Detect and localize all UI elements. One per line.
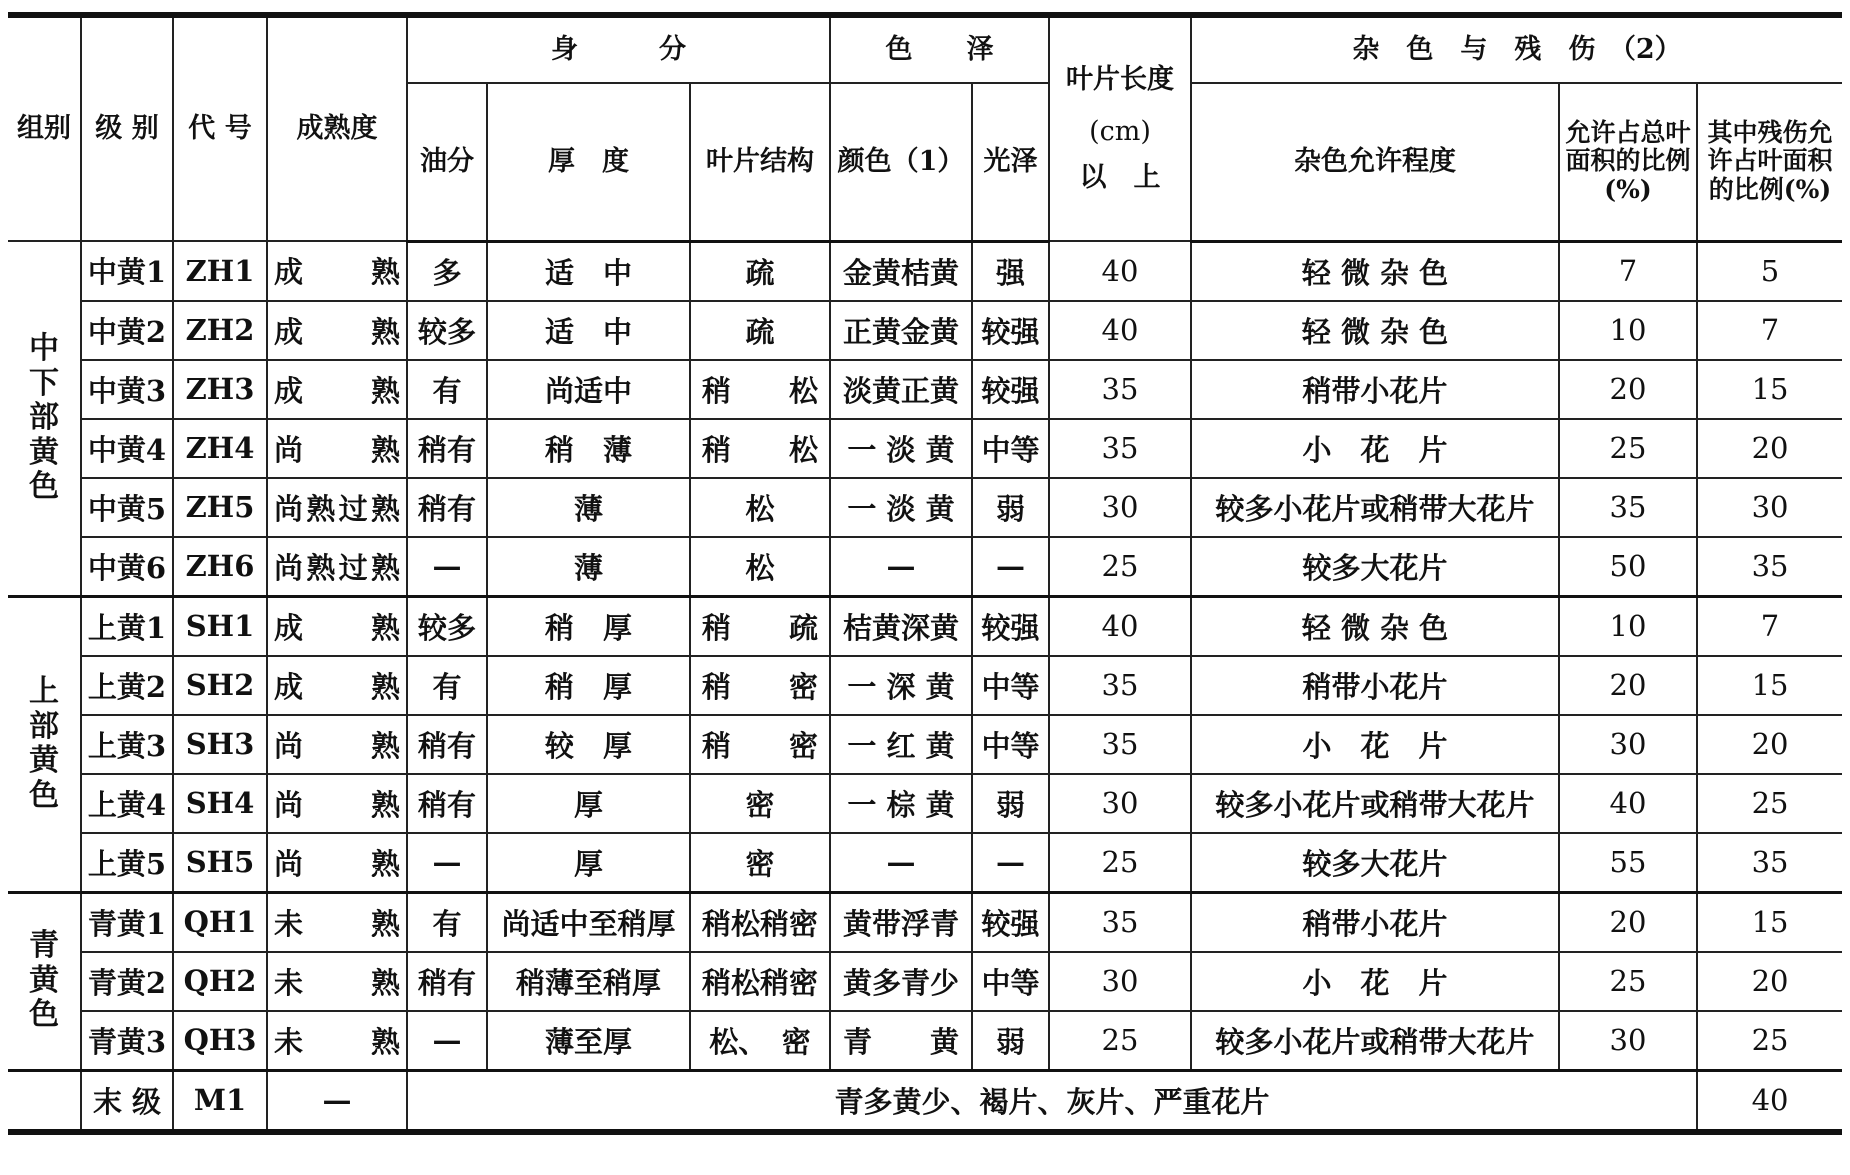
group-label: 上部黄色 (8, 596, 81, 892)
maturity-cell: 尚 熟 (267, 419, 407, 478)
header-grade: 级 别 (81, 15, 173, 241)
allow-damage-cell: 20 (1697, 715, 1842, 774)
luster-cell: 较强 (972, 301, 1049, 360)
structure-cell: 稍 密 (690, 656, 830, 715)
allow-damage-cell: 5 (1697, 241, 1842, 301)
length-cell: 35 (1049, 892, 1191, 952)
length-cell: 35 (1049, 656, 1191, 715)
color-cell: 黄带浮青 (830, 892, 972, 952)
allow-damage-cell: 15 (1697, 892, 1842, 952)
length-cell: 25 (1049, 833, 1191, 893)
color-cell: 一 淡 黄 (830, 478, 972, 537)
maturity-cell: 尚熟过熟 (267, 478, 407, 537)
length-cell: 30 (1049, 478, 1191, 537)
luster-cell: 中等 (972, 952, 1049, 1011)
luster-cell: 弱 (972, 478, 1049, 537)
header-body-group: 身 分 (407, 15, 830, 83)
color-cell: 桔黄深黄 (830, 596, 972, 656)
grading-table-container (8, 12, 1842, 1135)
grade-cell: 中黄6 (81, 537, 173, 597)
mixed-color-cell: 较多大花片 (1191, 833, 1559, 893)
code-cell: SH1 (173, 596, 267, 656)
luster-cell: — (972, 537, 1049, 597)
group-label-empty (8, 1070, 81, 1132)
thickness-cell: 稍 厚 (487, 656, 690, 715)
thickness-cell: 薄 (487, 537, 690, 597)
structure-cell: 松 (690, 478, 830, 537)
allow-damage-cell: 20 (1697, 952, 1842, 1011)
length-cell: 40 (1049, 301, 1191, 360)
color-cell: 一 棕 黄 (830, 774, 972, 833)
length-cell: 30 (1049, 952, 1191, 1011)
allow-damage-cell: 7 (1697, 596, 1842, 656)
maturity-cell: 尚 熟 (267, 715, 407, 774)
table-row (8, 301, 1842, 360)
code-cell: QH3 (173, 1011, 267, 1071)
header-oil: 油分 (407, 83, 487, 241)
maturity-cell: 尚 熟 (267, 774, 407, 833)
maturity-cell: 尚 熟 (267, 833, 407, 893)
luster-cell: 较强 (972, 892, 1049, 952)
allow-total-cell: 25 (1559, 952, 1697, 1011)
table-row (8, 1011, 1842, 1071)
table-row (8, 596, 1842, 656)
table-row (8, 833, 1842, 893)
color-cell: 一 红 黄 (830, 715, 972, 774)
code-cell: SH5 (173, 833, 267, 893)
table-row (8, 715, 1842, 774)
allow-total-cell: 20 (1559, 360, 1697, 419)
structure-cell: 稍松稍密 (690, 952, 830, 1011)
table-row (8, 656, 1842, 715)
mixed-color-cell: 稍带小花片 (1191, 892, 1559, 952)
allow-damage-cell: 35 (1697, 537, 1842, 597)
thickness-cell: 薄至厚 (487, 1011, 690, 1071)
oil-cell: 有 (407, 656, 487, 715)
oil-cell: — (407, 1011, 487, 1071)
table-row-last-grade (8, 1070, 1842, 1132)
allow-total-cell: 30 (1559, 1011, 1697, 1071)
color-cell: — (830, 833, 972, 893)
grade-cell: 中黄5 (81, 478, 173, 537)
grade-cell: 末 级 (81, 1070, 173, 1132)
grade-cell: 上黄5 (81, 833, 173, 893)
oil-cell: 稍有 (407, 715, 487, 774)
header-luster: 光泽 (972, 83, 1049, 241)
oil-cell: 多 (407, 241, 487, 301)
length-cell: 35 (1049, 419, 1191, 478)
mixed-color-cell: 较多大花片 (1191, 537, 1559, 597)
structure-cell: 稍 疏 (690, 596, 830, 656)
grade-cell: 中黄4 (81, 419, 173, 478)
header-color-group: 色 泽 (830, 15, 1049, 83)
code-cell: ZH5 (173, 478, 267, 537)
maturity-cell: 成 熟 (267, 301, 407, 360)
last-grade-description: 青多黄少、褐片、灰片、严重花片 (407, 1070, 1697, 1132)
allow-damage-cell: 25 (1697, 1011, 1842, 1071)
thickness-cell: 薄 (487, 478, 690, 537)
header-allow-total: 允许占总叶面积的比例(%) (1559, 83, 1697, 241)
grade-cell: 青黄3 (81, 1011, 173, 1071)
luster-cell: 强 (972, 241, 1049, 301)
code-cell: ZH1 (173, 241, 267, 301)
allow-damage-cell: 20 (1697, 419, 1842, 478)
header-thickness: 厚 度 (487, 83, 690, 241)
structure-cell: 疏 (690, 301, 830, 360)
allow-total-cell: 7 (1559, 241, 1697, 301)
mixed-color-cell: 较多小花片或稍带大花片 (1191, 1011, 1559, 1071)
oil-cell: 有 (407, 360, 487, 419)
maturity-cell: 尚熟过熟 (267, 537, 407, 597)
table-row (8, 360, 1842, 419)
structure-cell: 松、 密 (690, 1011, 830, 1071)
mixed-color-cell: 小 花 片 (1191, 419, 1559, 478)
allow-damage-cell: 7 (1697, 301, 1842, 360)
oil-cell: — (407, 833, 487, 893)
grade-cell: 中黄1 (81, 241, 173, 301)
structure-cell: 稍 松 (690, 360, 830, 419)
length-cell: 35 (1049, 715, 1191, 774)
oil-cell: 有 (407, 892, 487, 952)
length-cell: 30 (1049, 774, 1191, 833)
thickness-cell: 稍薄至稍厚 (487, 952, 690, 1011)
color-cell: 淡黄正黄 (830, 360, 972, 419)
mixed-color-cell: 较多小花片或稍带大花片 (1191, 478, 1559, 537)
thickness-cell: 尚适中至稍厚 (487, 892, 690, 952)
thickness-cell: 尚适中 (487, 360, 690, 419)
header-color: 颜色（1） (830, 83, 972, 241)
table-row (8, 952, 1842, 1011)
structure-cell: 密 (690, 774, 830, 833)
maturity-cell: 未 熟 (267, 952, 407, 1011)
allow-total-cell: 50 (1559, 537, 1697, 597)
mixed-color-cell: 稍带小花片 (1191, 360, 1559, 419)
grade-cell: 上黄3 (81, 715, 173, 774)
structure-cell: 稍松稍密 (690, 892, 830, 952)
allow-total-cell: 40 (1559, 774, 1697, 833)
group-label: 中下部黄色 (8, 241, 81, 596)
allow-total-cell: 55 (1559, 833, 1697, 893)
grade-cell: 上黄1 (81, 596, 173, 656)
code-cell: SH4 (173, 774, 267, 833)
oil-cell: 较多 (407, 596, 487, 656)
luster-cell: 中等 (972, 419, 1049, 478)
length-cell: 40 (1049, 596, 1191, 656)
grade-cell: 中黄3 (81, 360, 173, 419)
allow-damage-cell: 40 (1697, 1070, 1842, 1132)
oil-cell: 稍有 (407, 774, 487, 833)
grade-cell: 上黄2 (81, 656, 173, 715)
oil-cell: 稍有 (407, 478, 487, 537)
group-label: 青黄色 (8, 892, 81, 1070)
grade-cell: 青黄2 (81, 952, 173, 1011)
tobacco-grade-table (8, 12, 1842, 1135)
allow-damage-cell: 30 (1697, 478, 1842, 537)
header-code: 代 号 (173, 15, 267, 241)
grade-cell: 中黄2 (81, 301, 173, 360)
maturity-cell: 成 熟 (267, 656, 407, 715)
luster-cell: — (972, 833, 1049, 893)
allow-total-cell: 20 (1559, 656, 1697, 715)
mixed-color-cell: 轻 微 杂 色 (1191, 241, 1559, 301)
mixed-color-cell: 小 花 片 (1191, 715, 1559, 774)
structure-cell: 疏 (690, 241, 830, 301)
header-mixed-color: 杂色允许程度 (1191, 83, 1559, 241)
maturity-cell: 成 熟 (267, 241, 407, 301)
thickness-cell: 适 中 (487, 301, 690, 360)
header-length-line3: 以 上 (1079, 161, 1161, 193)
color-cell: 正黄金黄 (830, 301, 972, 360)
code-cell: SH3 (173, 715, 267, 774)
table-row (8, 419, 1842, 478)
length-cell: 40 (1049, 241, 1191, 301)
table-row (8, 478, 1842, 537)
header-length-line1: 叶片长度 (1066, 64, 1174, 96)
luster-cell: 中等 (972, 715, 1049, 774)
oil-cell: 稍有 (407, 419, 487, 478)
luster-cell: 弱 (972, 774, 1049, 833)
maturity-cell: 未 熟 (267, 892, 407, 952)
allow-total-cell: 35 (1559, 478, 1697, 537)
length-cell: 35 (1049, 360, 1191, 419)
color-cell: — (830, 537, 972, 597)
code-cell: QH2 (173, 952, 267, 1011)
maturity-cell: — (267, 1070, 407, 1132)
mixed-color-cell: 较多小花片或稍带大花片 (1191, 774, 1559, 833)
structure-cell: 松 (690, 537, 830, 597)
allow-total-cell: 10 (1559, 301, 1697, 360)
structure-cell: 密 (690, 833, 830, 893)
table-row (8, 892, 1842, 952)
structure-cell: 稍 松 (690, 419, 830, 478)
color-cell: 一 深 黄 (830, 656, 972, 715)
allow-total-cell: 10 (1559, 596, 1697, 656)
code-cell: ZH2 (173, 301, 267, 360)
code-cell: ZH6 (173, 537, 267, 597)
allow-damage-cell: 15 (1697, 360, 1842, 419)
grade-cell: 青黄1 (81, 892, 173, 952)
maturity-cell: 成 熟 (267, 596, 407, 656)
table-row (8, 241, 1842, 301)
color-cell: 一 淡 黄 (830, 419, 972, 478)
luster-cell: 中等 (972, 656, 1049, 715)
color-cell: 青 黄 (830, 1011, 972, 1071)
structure-cell: 稍 密 (690, 715, 830, 774)
oil-cell: 稍有 (407, 952, 487, 1011)
header-length-line2: (cm) (1089, 116, 1151, 148)
length-cell: 25 (1049, 1011, 1191, 1071)
maturity-cell: 未 熟 (267, 1011, 407, 1071)
code-cell: M1 (173, 1070, 267, 1132)
table-row (8, 774, 1842, 833)
header-structure: 叶片结构 (690, 83, 830, 241)
header-allow-damage: 其中残伤允许占叶面积的比例(%) (1697, 83, 1842, 241)
mixed-color-cell: 小 花 片 (1191, 952, 1559, 1011)
mixed-color-cell: 轻 微 杂 色 (1191, 301, 1559, 360)
grade-cell: 上黄4 (81, 774, 173, 833)
table-row (8, 537, 1842, 597)
allow-damage-cell: 15 (1697, 656, 1842, 715)
header-leaf-length (1049, 15, 1191, 241)
color-cell: 黄多青少 (830, 952, 972, 1011)
table-body (8, 241, 1842, 1132)
color-cell: 金黄桔黄 (830, 241, 972, 301)
luster-cell: 弱 (972, 1011, 1049, 1071)
allow-damage-cell: 35 (1697, 833, 1842, 893)
code-cell: QH1 (173, 892, 267, 952)
thickness-cell: 厚 (487, 833, 690, 893)
header-maturity: 成熟度 (267, 15, 407, 241)
luster-cell: 较强 (972, 360, 1049, 419)
maturity-cell: 成 熟 (267, 360, 407, 419)
thickness-cell: 稍 厚 (487, 596, 690, 656)
oil-cell: 较多 (407, 301, 487, 360)
allow-total-cell: 20 (1559, 892, 1697, 952)
oil-cell: — (407, 537, 487, 597)
mixed-color-cell: 轻 微 杂 色 (1191, 596, 1559, 656)
thickness-cell: 适 中 (487, 241, 690, 301)
thickness-cell: 较 厚 (487, 715, 690, 774)
thickness-cell: 稍 薄 (487, 419, 690, 478)
luster-cell: 较强 (972, 596, 1049, 656)
mixed-color-cell: 稍带小花片 (1191, 656, 1559, 715)
header-defect-group: 杂 色 与 残 伤 （2） (1191, 15, 1842, 83)
thickness-cell: 厚 (487, 774, 690, 833)
allow-total-cell: 25 (1559, 419, 1697, 478)
allow-damage-cell: 25 (1697, 774, 1842, 833)
length-cell: 25 (1049, 537, 1191, 597)
code-cell: SH2 (173, 656, 267, 715)
code-cell: ZH4 (173, 419, 267, 478)
code-cell: ZH3 (173, 360, 267, 419)
allow-total-cell: 30 (1559, 715, 1697, 774)
header-group: 组别 (8, 15, 81, 241)
